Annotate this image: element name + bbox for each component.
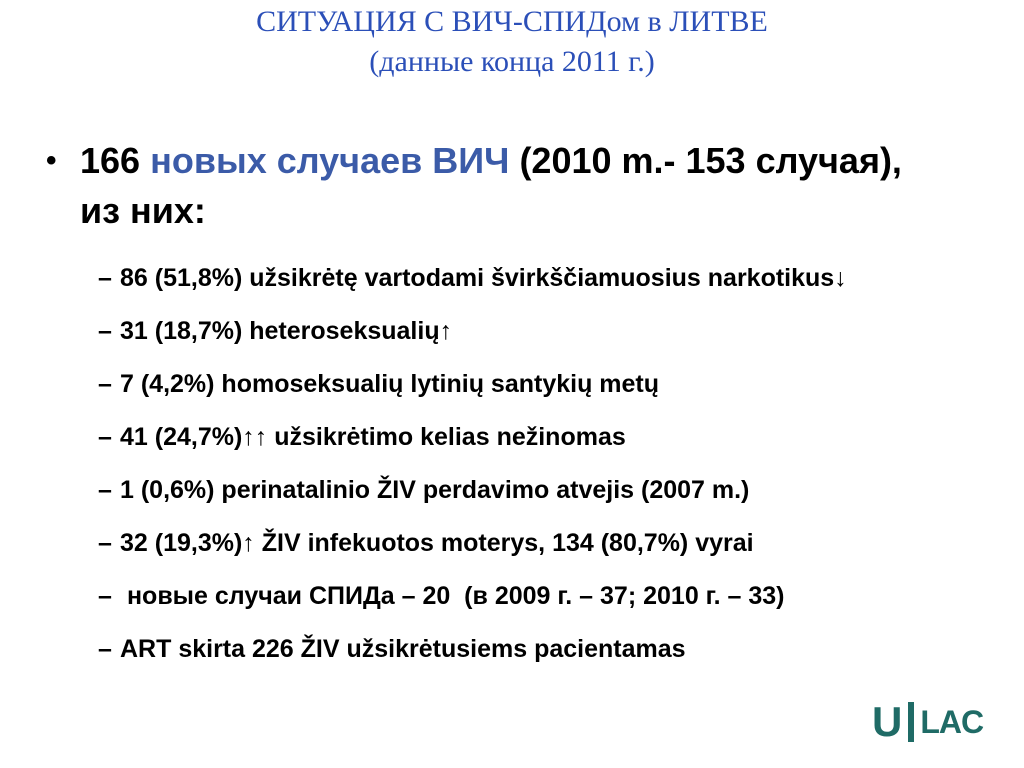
list-item: – 41 (24,7%)↑↑ užsikrėtimo kelias nežinomas <box>98 423 626 451</box>
list-item: – 32 (19,3%)↑ ŽIV infekuotos moterys, 134 (80,7%) vyrai <box>98 529 754 557</box>
breakdown-list <box>98 258 1018 682</box>
of-them-label: из них: <box>80 190 206 231</box>
list-item: – 31 (18,7%) heteroseksualių↑ <box>98 317 453 345</box>
previous-year-note: (2010 m.- 153 случая), <box>519 140 902 181</box>
slide-title <box>0 2 1024 82</box>
new-cases-highlight: новых случаев ВИЧ <box>150 140 510 181</box>
logo-u: U <box>872 698 903 745</box>
logo-lac: LAC <box>920 704 984 740</box>
list-item: – 7 (4,2%) homoseksualių lytinių santykių metų <box>98 370 660 398</box>
list-item: – 1 (0,6%) perinatalinio ŽIV perdavimo atvejis (2007 m.) <box>98 476 750 504</box>
main-bullet-text <box>80 136 1010 236</box>
new-cases-count: 166 <box>80 140 141 181</box>
ulac-logo <box>872 700 983 744</box>
list-item: – ART skirta 226 ŽIV užsikrėtusiems pacientamas <box>98 635 686 663</box>
logo-bar <box>908 702 914 742</box>
title-line-1: СИТУАЦИЯ С ВИЧ-СПИДом в ЛИТВЕ <box>256 5 768 38</box>
list-item: – 86 (51,8%) užsikrėtę vartodami švirkščiamuosius narkotikus↓ <box>98 264 847 292</box>
title-line-2: (данные конца 2011 г.) <box>369 45 655 78</box>
bullet-dot: • <box>46 144 57 177</box>
list-item: – новые случаи СПИДа – 20 (в 2009 г. – 37; 2010 г. – 33) <box>98 582 785 610</box>
